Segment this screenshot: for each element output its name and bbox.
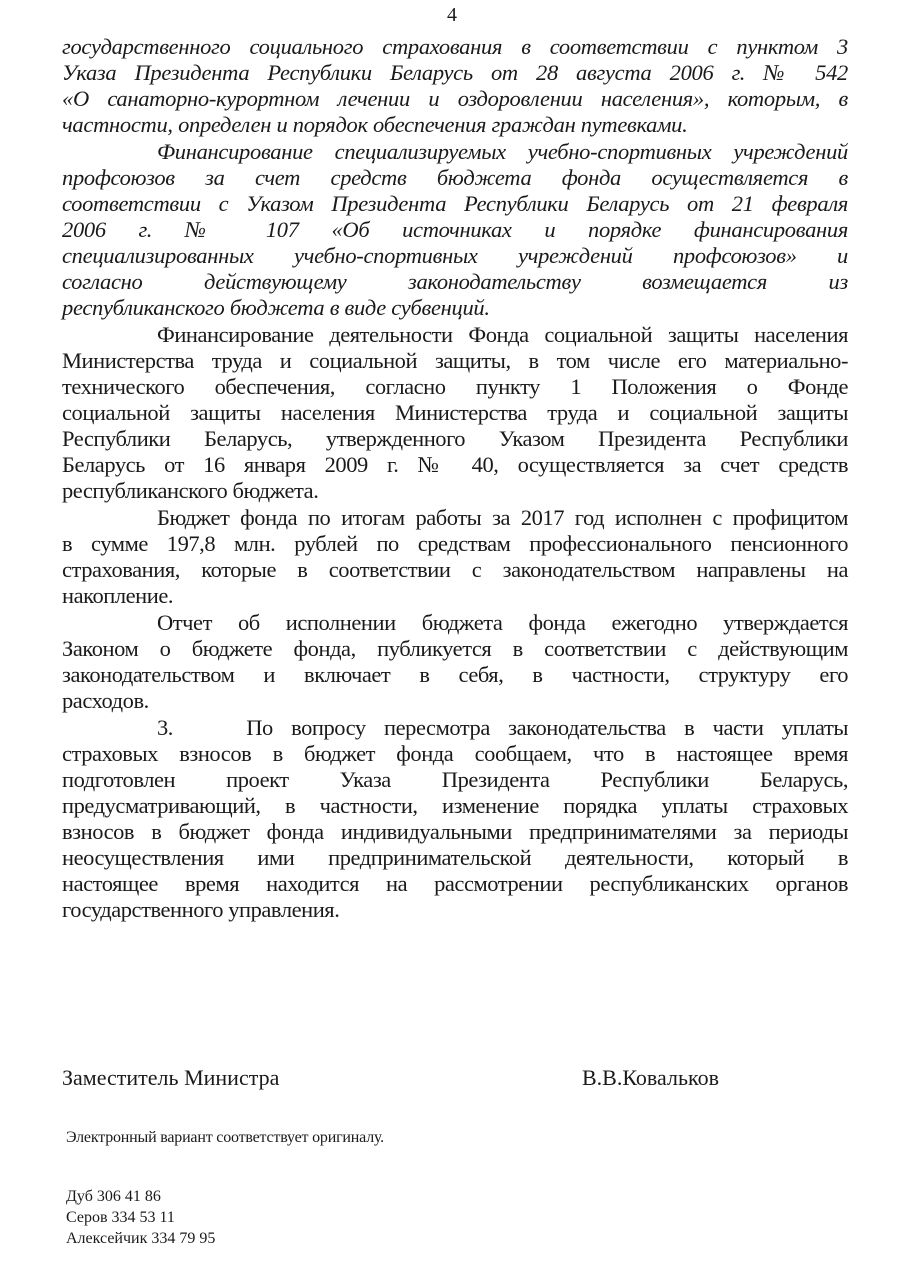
contact-entry: Дуб 306 41 86: [66, 1188, 161, 1205]
paragraph-item-3: [62, 715, 848, 923]
text-line: государственного управления.: [62, 897, 340, 922]
text-line: Беларусь от 16 января 2009 г. № 40, осуществляется за счет средств: [62, 452, 848, 477]
text-line: Законом о бюджете фонда, публикуется в соответствии с действующим: [62, 636, 848, 661]
text-line: республиканского бюджета.: [62, 478, 319, 503]
text-line: настоящее время находится на рассмотрении республиканских органов: [62, 871, 848, 896]
text-line: в сумме 197,8 млн. рублей по средствам профессионального пенсионного: [62, 531, 848, 556]
text-line: специализированных учебно-спортивных учреждений профсоюзов» и: [62, 243, 848, 268]
text-line: профсоюзов за счет средств бюджета фонда осуществляется в: [62, 165, 848, 190]
paragraph-sanatorium: [62, 34, 848, 138]
text-line: Указа Президента Республики Беларусь от 28 августа 2006 г. № 542: [62, 60, 848, 85]
text-line: Финансирование специализируемых учебно-спортивных учреждений: [157, 139, 848, 164]
text-line: «О санаторно-курортном лечении и оздоровлении населения», которым, в: [62, 86, 848, 111]
signature-block: [62, 1064, 848, 1092]
page-number: 4: [447, 4, 457, 26]
text-line: Министерства труда и социальной защиты, в том числе его материально-: [62, 348, 848, 373]
text-line: взносов в бюджет фонда индивидуальными предпринимателями за периоды: [62, 819, 848, 844]
signatory-title: Заместитель Министра: [62, 1065, 280, 1090]
text-line: законодательством и включает в себя, в частности, структуру его: [62, 662, 848, 687]
paragraph-fund-financing: [62, 322, 848, 504]
signatory-name: В.В.Ковальков: [582, 1065, 719, 1090]
electronic-copy-note: Электронный вариант соответствует оригиналу.: [66, 1129, 384, 1146]
paragraph-sports-institutions: [62, 139, 848, 321]
text-line: страхования, которые в соответствии с законодательством направлены на: [62, 557, 848, 582]
text-line: республиканского бюджета в виде субвенций.: [62, 295, 490, 320]
text-line: 2006 г. № 107 «Об источниках и порядке финансирования: [62, 217, 848, 242]
text-line: Отчет об исполнении бюджета фонда ежегодно утверждается: [157, 610, 848, 635]
text-line: Республики Беларусь, утвержденного Указом Президента Республики: [62, 426, 848, 451]
text-line: предусматривающий, в частности, изменение порядка уплаты страховых: [62, 793, 848, 818]
contact-entry: Алексейчик 334 79 95: [66, 1230, 216, 1247]
text-line: накопление.: [62, 583, 174, 608]
text-line: Финансирование деятельности Фонда социальной защиты населения: [157, 322, 848, 347]
text-line: страховых взносов в бюджет фонда сообщаем, что в настоящее время: [62, 741, 848, 766]
text-line: Бюджет фонда по итогам работы за 2017 год исполнен с профицитом: [157, 505, 848, 530]
text-line: частности, определен и порядок обеспечения граждан путевками.: [62, 112, 688, 137]
text-line: неосуществления ими предпринимательской деятельности, который в: [62, 845, 848, 870]
text-line: соответствии с Указом Президента Республики Беларусь от 21 февраля: [62, 191, 848, 216]
document-body: [62, 34, 848, 923]
text-line: подготовлен проект Указа Президента Республики Беларусь,: [62, 767, 848, 792]
text-line: технического обеспечения, согласно пункту 1 Положения о Фонде: [62, 374, 848, 399]
text-line: расходов.: [62, 688, 149, 713]
text-line: согласно действующему законодательству возмещается из: [62, 269, 848, 294]
contacts-list: [66, 1186, 215, 1249]
paragraph-budget-report: [62, 610, 848, 714]
text-line: государственного социального страхования в соответствии с пунктом 3: [62, 34, 848, 59]
text-line: 3. По вопросу пересмотра законодательства в части уплаты: [157, 715, 848, 740]
text-line: социальной защиты населения Министерства труда и социальной защиты: [62, 400, 848, 425]
contact-entry: Серов 334 53 11: [66, 1209, 175, 1226]
paragraph-budget-surplus: [62, 505, 848, 609]
